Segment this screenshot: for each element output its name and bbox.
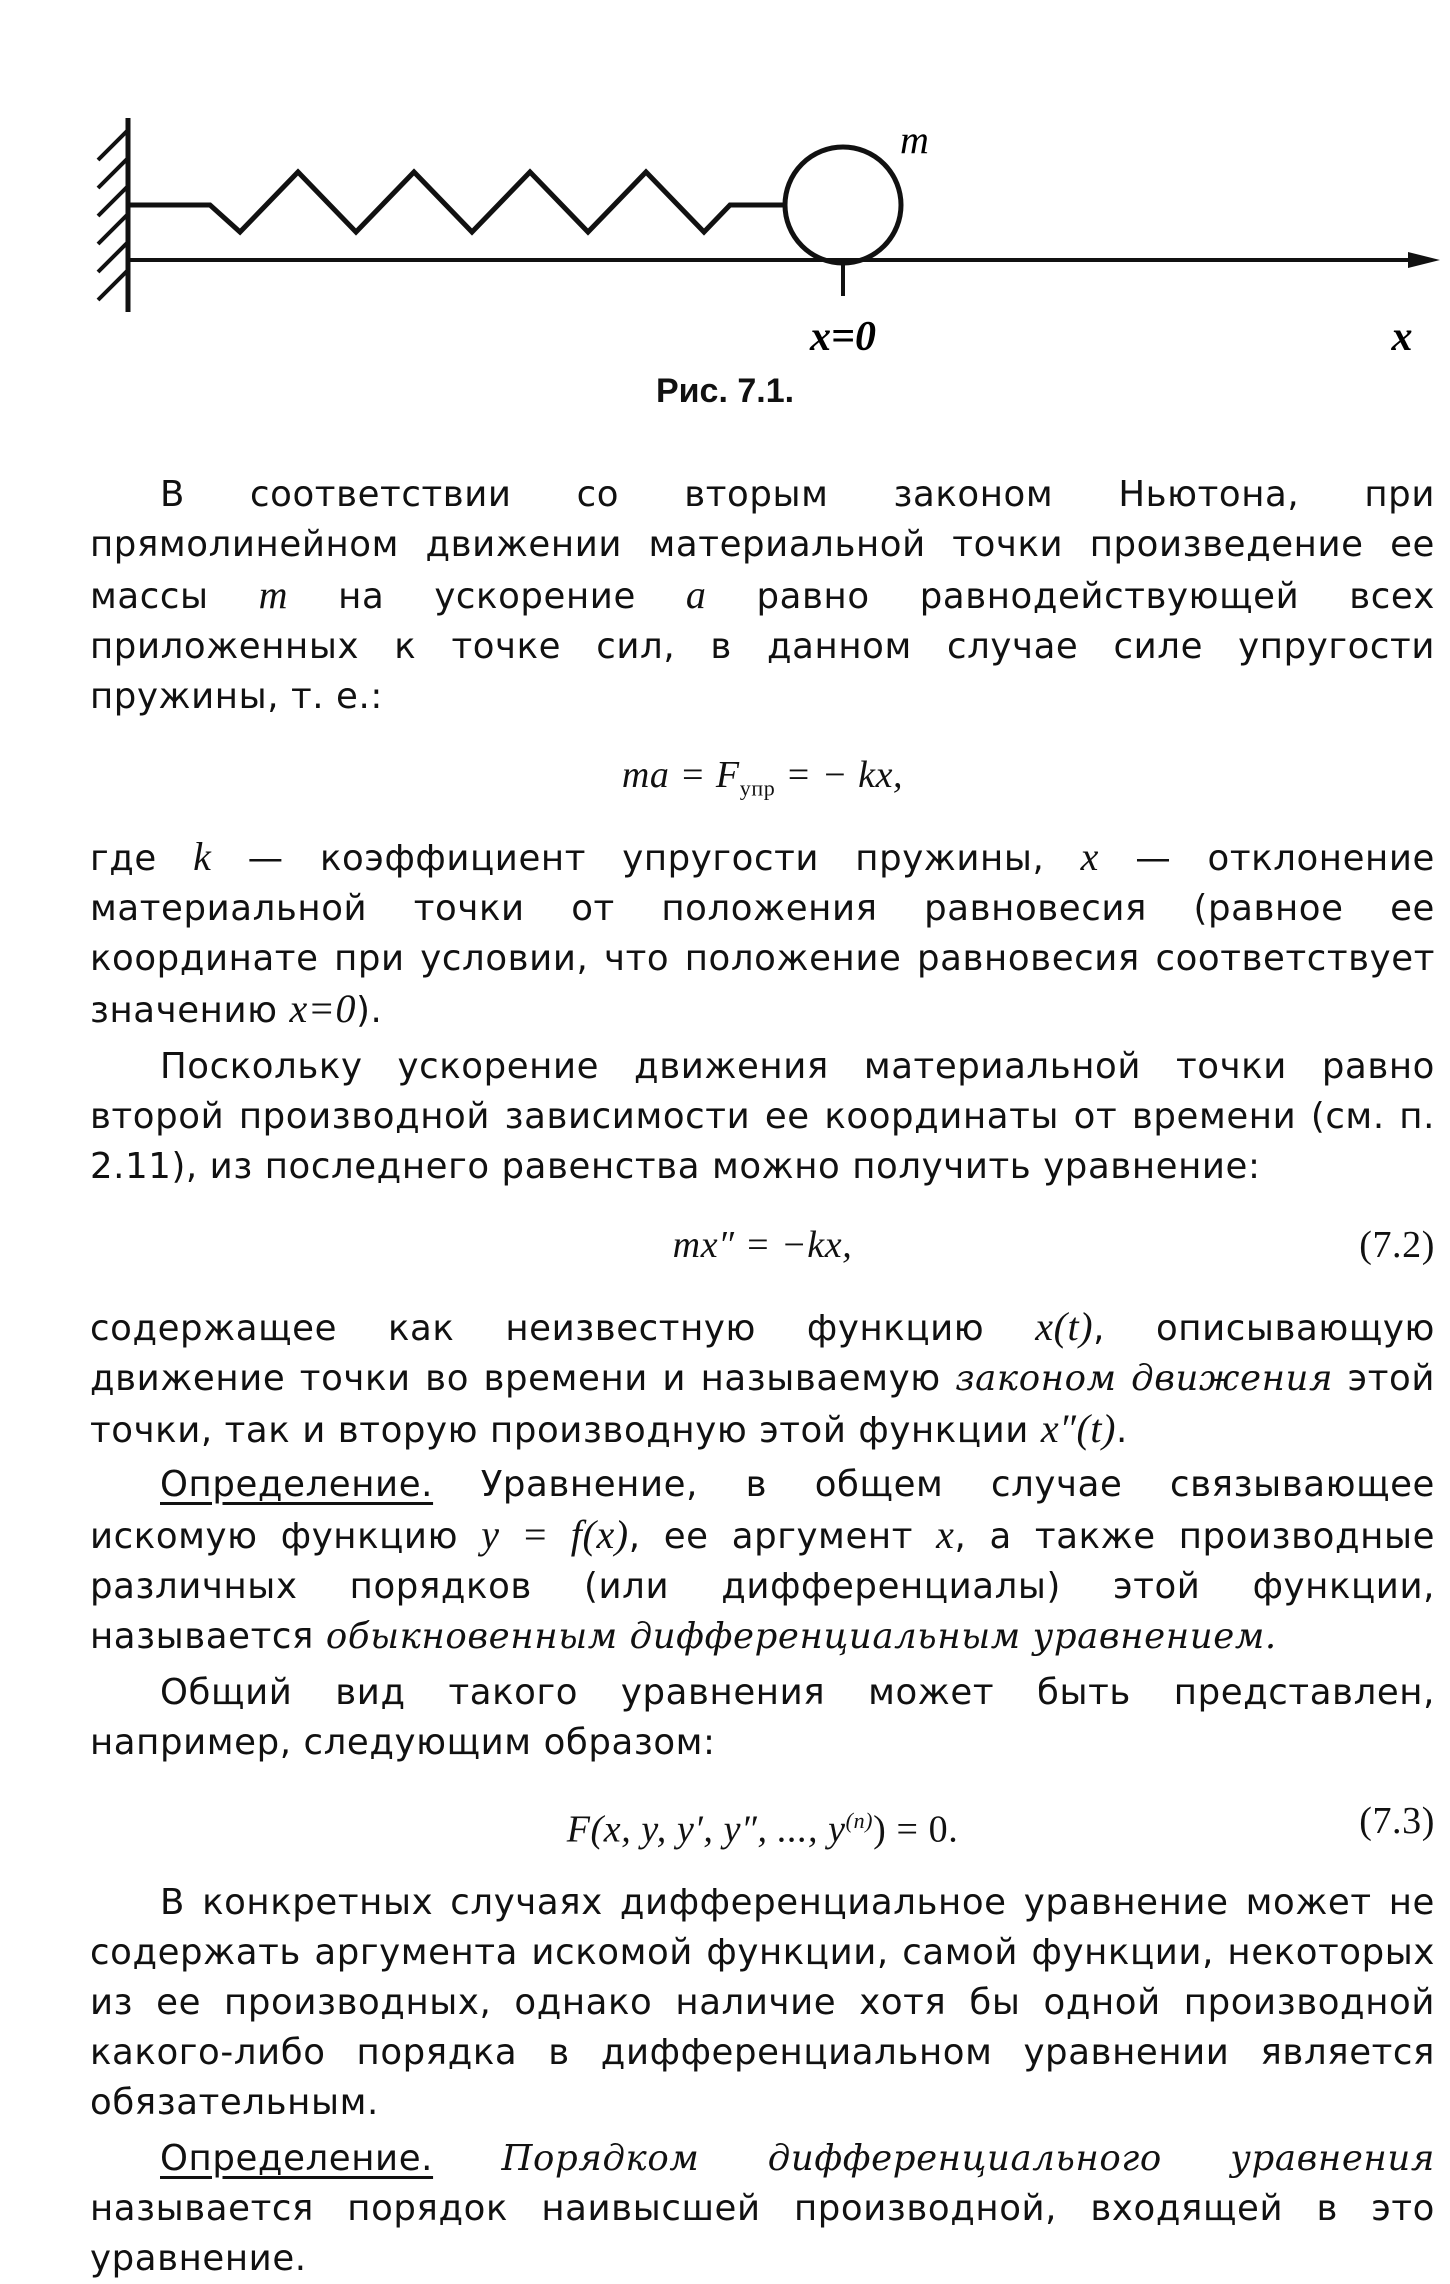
mass-label: m (900, 117, 929, 162)
definition-label: Определение. (160, 1464, 434, 1505)
axis-label: x (1391, 314, 1413, 360)
body-text (90, 470, 1435, 2284)
equation-7-3: F(x, y, y′, y″, ..., $y^{(n)}) = 0$. (7.3) (90, 1782, 1435, 1862)
x-axis-arrow (1408, 252, 1440, 268)
paragraph-acceleration: Поскольку ускорение движения материальной точки равно второй производной зависимости ее координаты от времени (см. п. 2.11), из последнего равенства можно получить уравнение: (90, 1046, 1435, 1187)
paragraph-newton: В соответствии со вторым законом Ньютона, при прямолинейном движении материальной точки произведение ее массы m на ускорение a равно равнодействующей всех приложенных к точке сил, в данном случае силе упругости пружины, т. е.: (90, 474, 1435, 717)
figure-caption: Рис. 7.1. (655, 372, 795, 410)
equation-7-2: mx″ = −kx, (7.2) (90, 1206, 1435, 1286)
paragraph-specific-cases: В конкретных случаях дифференциальное уравнение может не содержать аргумента искомой функции, самой функции, некоторых из ее производных, однако наличие хотя бы одной производной какого-либо порядка в дифференциальном уравнении является обязательным. (90, 1882, 1435, 2123)
equation-number-7-3: (7.3) (1359, 1800, 1435, 1842)
wall-hatching (98, 130, 128, 300)
definition-ode: Определение. Уравнение, в общем случае связывающее искомую функцию y = f(x), ее аргумент x, а также производные различных порядков (или дифференциалы) этой функции, называется обыкновенным дифференциальным уравнением. (90, 1464, 1436, 1657)
equation-number-7-2: (7.2) (1359, 1224, 1435, 1266)
mass-ball (785, 147, 901, 263)
definition-order: Определение. Порядком дифференциального уравнения называется порядок наивысшей производной, входящей в это уравнение. (90, 2138, 1435, 2279)
paragraph-general-form: Общий вид такого уравнения может быть представлен, например, следующим образом: (90, 1672, 1435, 1763)
spring (128, 172, 785, 232)
equation-hooke: ma = $F_{упр}$ = − kx, (621, 754, 904, 801)
paragraph-motion-law: содержащее как неизвестную функцию x(t), описывающую движение точки во времени и называемую законом движения этой точки, так и вторую производную этой функции x″(t). (90, 1304, 1436, 1451)
paragraph-definitions: где k — коэффициент упругости пружины, x — отклонение материальной точки от положения равновесия (равное ее координате при условии, что положение равновесия соответствует значению x=0). (90, 834, 1435, 1031)
definition-label: Определение. (160, 2138, 434, 2179)
origin-label: x=0 (810, 314, 876, 360)
